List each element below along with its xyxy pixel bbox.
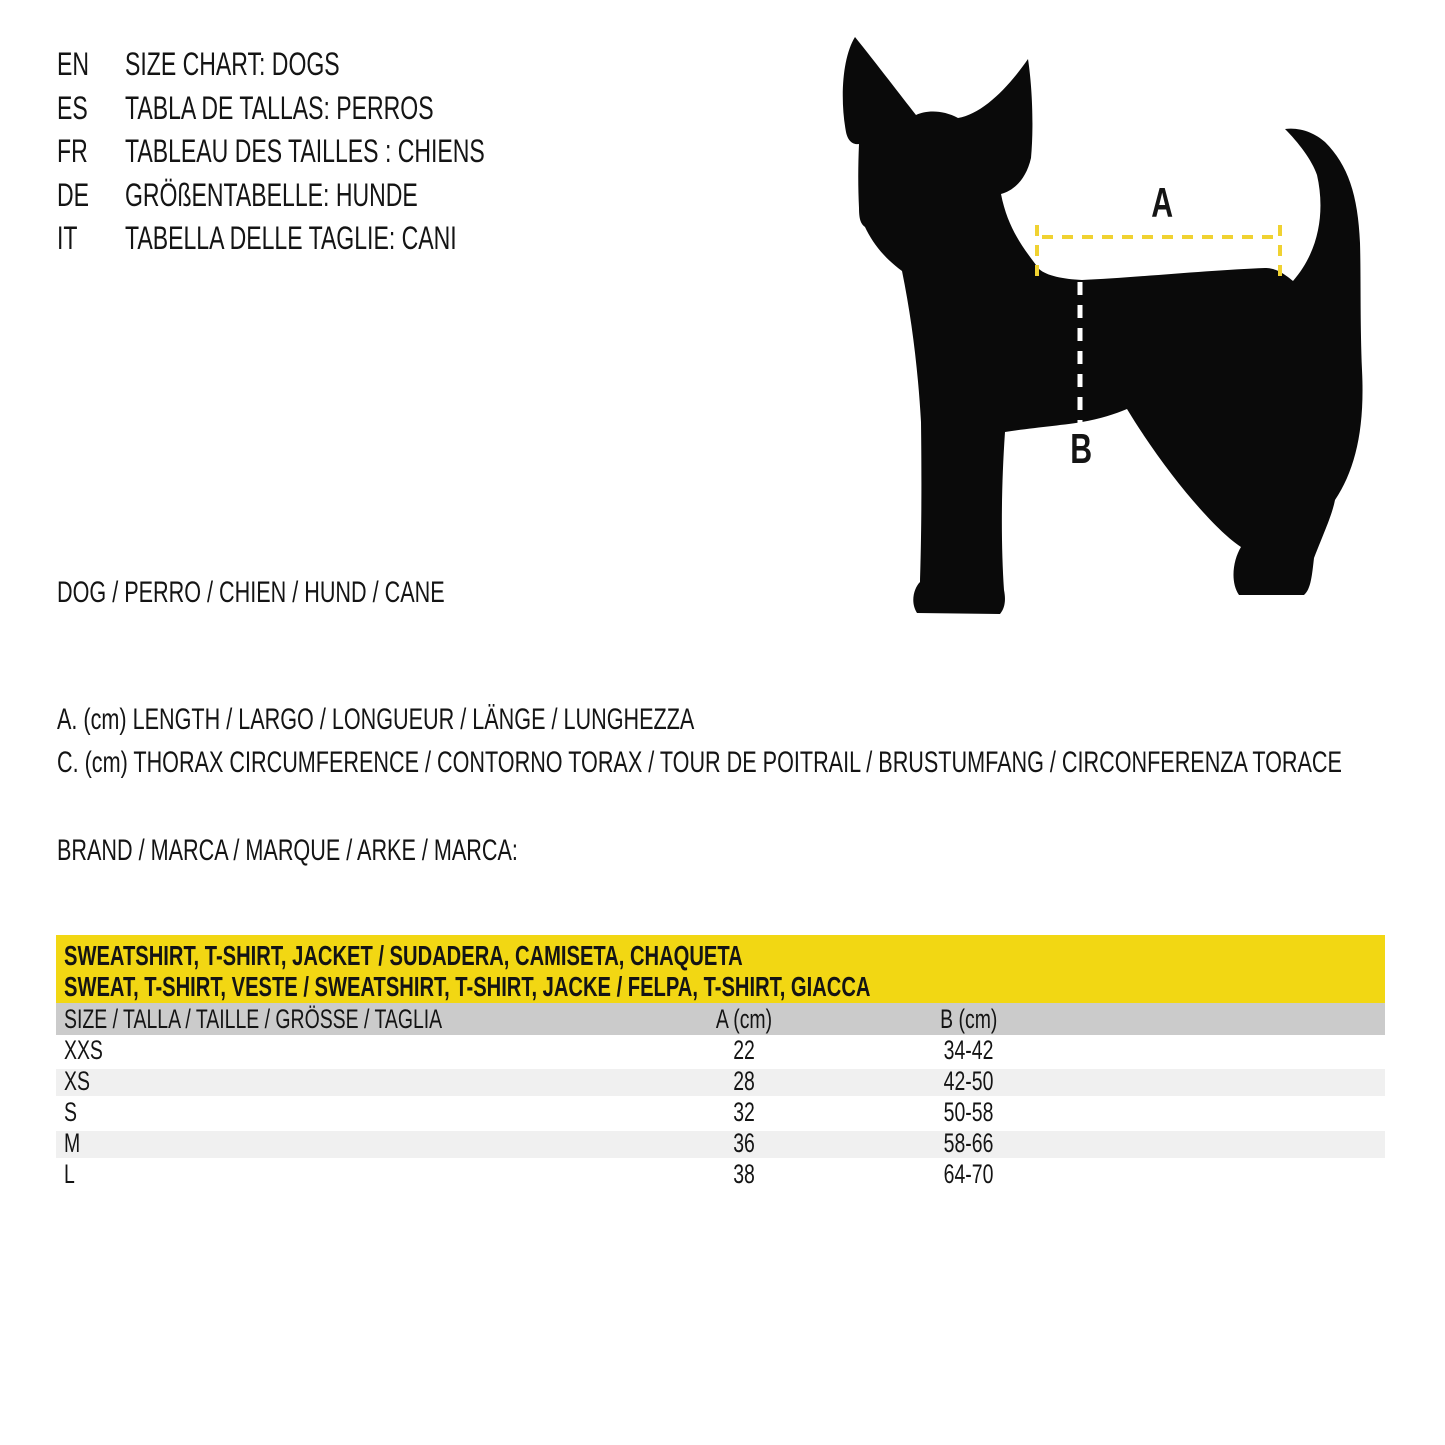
measurement-legend [57, 698, 1445, 784]
table-row [56, 1097, 1385, 1128]
measure-a-letter: A [1151, 179, 1173, 226]
a-cell-text: 22 [733, 1035, 755, 1065]
column-header-size-text: SIZE / TALLA / TAILLE / GRÖSSE / TAGLIA [64, 1004, 443, 1034]
table-title-band [56, 935, 1385, 1003]
table-title-line-2-text: SWEAT, T-SHIRT, VESTE / SWEATSHIRT, T-SHIRT, JACKE / FELPA, T-SHIRT, GIACCA [64, 971, 871, 1002]
language-title: SIZE CHART: DOGS [125, 46, 340, 82]
size-cell-text: XS [64, 1066, 90, 1096]
legend-line-a [57, 698, 1445, 741]
b-cell-text: 34-42 [944, 1035, 994, 1065]
size-cell-text: M [64, 1128, 81, 1158]
b-cell-text: 50-58 [944, 1097, 994, 1127]
size-cell-text: S [64, 1097, 77, 1127]
b-cell [844, 1035, 1094, 1066]
b-cell-text: 64-70 [944, 1159, 994, 1189]
brand-line [57, 835, 697, 867]
brand-line-text: BRAND / MARCA / MARQUE / ARKE / MARCA: [57, 834, 518, 867]
diagram-caption-text: DOG / PERRO / CHIEN / HUND / CANE [57, 576, 445, 609]
a-cell-text: 28 [733, 1066, 755, 1096]
a-cell [644, 1128, 844, 1159]
legend-line-c-text: C. (cm) THORAX CIRCUMFERENCE / CONTORNO TORAX / TOUR DE POITRAIL / BRUSTUMFANG / CIRCONFERENZA TORACE [57, 746, 1342, 779]
size-cell-text: L [64, 1159, 75, 1189]
language-code: IT [57, 220, 78, 256]
size-cell [64, 1035, 644, 1066]
diagram-caption [57, 577, 595, 609]
column-header-a [644, 1003, 844, 1035]
size-cell [64, 1097, 644, 1128]
size-cell [64, 1066, 644, 1097]
table-title-line-1 [64, 940, 1385, 971]
language-title: TABLEAU DES TAILLES : CHIENS [125, 133, 485, 169]
legend-line-a-text: A. (cm) LENGTH / LARGO / LONGUEUR / LÄNGE / LUNGHEZZA [57, 703, 695, 736]
table-row [56, 1159, 1385, 1190]
language-code: EN [57, 46, 90, 82]
a-cell [644, 1066, 844, 1097]
a-cell [644, 1159, 844, 1190]
b-cell [844, 1066, 1094, 1097]
measure-a-label [1122, 179, 1202, 226]
table-row [56, 1066, 1385, 1097]
column-header-b [844, 1003, 1094, 1035]
legend-line-c [57, 741, 1445, 784]
size-cell [64, 1128, 644, 1159]
language-title: TABELLA DELLE TAGLIE: CANI [125, 220, 457, 256]
size-cell-text: XXS [64, 1035, 103, 1065]
dog-body-shape [843, 37, 1363, 614]
language-code: FR [57, 133, 88, 169]
table-title-line-2 [64, 971, 1385, 1002]
b-cell-text: 58-66 [944, 1128, 994, 1158]
language-code: ES [57, 89, 88, 126]
measure-b-label [1041, 425, 1121, 472]
dog-silhouette-image [820, 30, 1400, 630]
a-cell-text: 36 [733, 1128, 755, 1158]
size-table [56, 935, 1385, 1190]
b-cell-text: 42-50 [944, 1066, 994, 1096]
language-title: TABLA DE TALLAS: PERROS [125, 89, 434, 126]
table-row [56, 1128, 1385, 1159]
a-cell [644, 1035, 844, 1066]
a-cell-text: 32 [733, 1097, 755, 1127]
measure-b-letter: B [1070, 425, 1092, 472]
language-title: GRÖßENTABELLE: HUNDE [125, 176, 418, 213]
column-header-b-text: B (cm) [940, 1004, 998, 1034]
a-cell-text: 38 [733, 1159, 755, 1189]
b-cell [844, 1159, 1094, 1190]
column-header-a-text: A (cm) [715, 1004, 773, 1034]
b-cell [844, 1128, 1094, 1159]
table-title-line-1-text: SWEATSHIRT, T-SHIRT, JACKET / SUDADERA, CAMISETA, CHAQUETA [64, 940, 743, 971]
column-header-size [64, 1003, 644, 1035]
language-code: DE [57, 176, 90, 213]
b-cell [844, 1097, 1094, 1128]
a-cell [644, 1097, 844, 1128]
table-row [56, 1035, 1385, 1066]
table-header-row [56, 1003, 1385, 1035]
size-cell [64, 1159, 644, 1190]
